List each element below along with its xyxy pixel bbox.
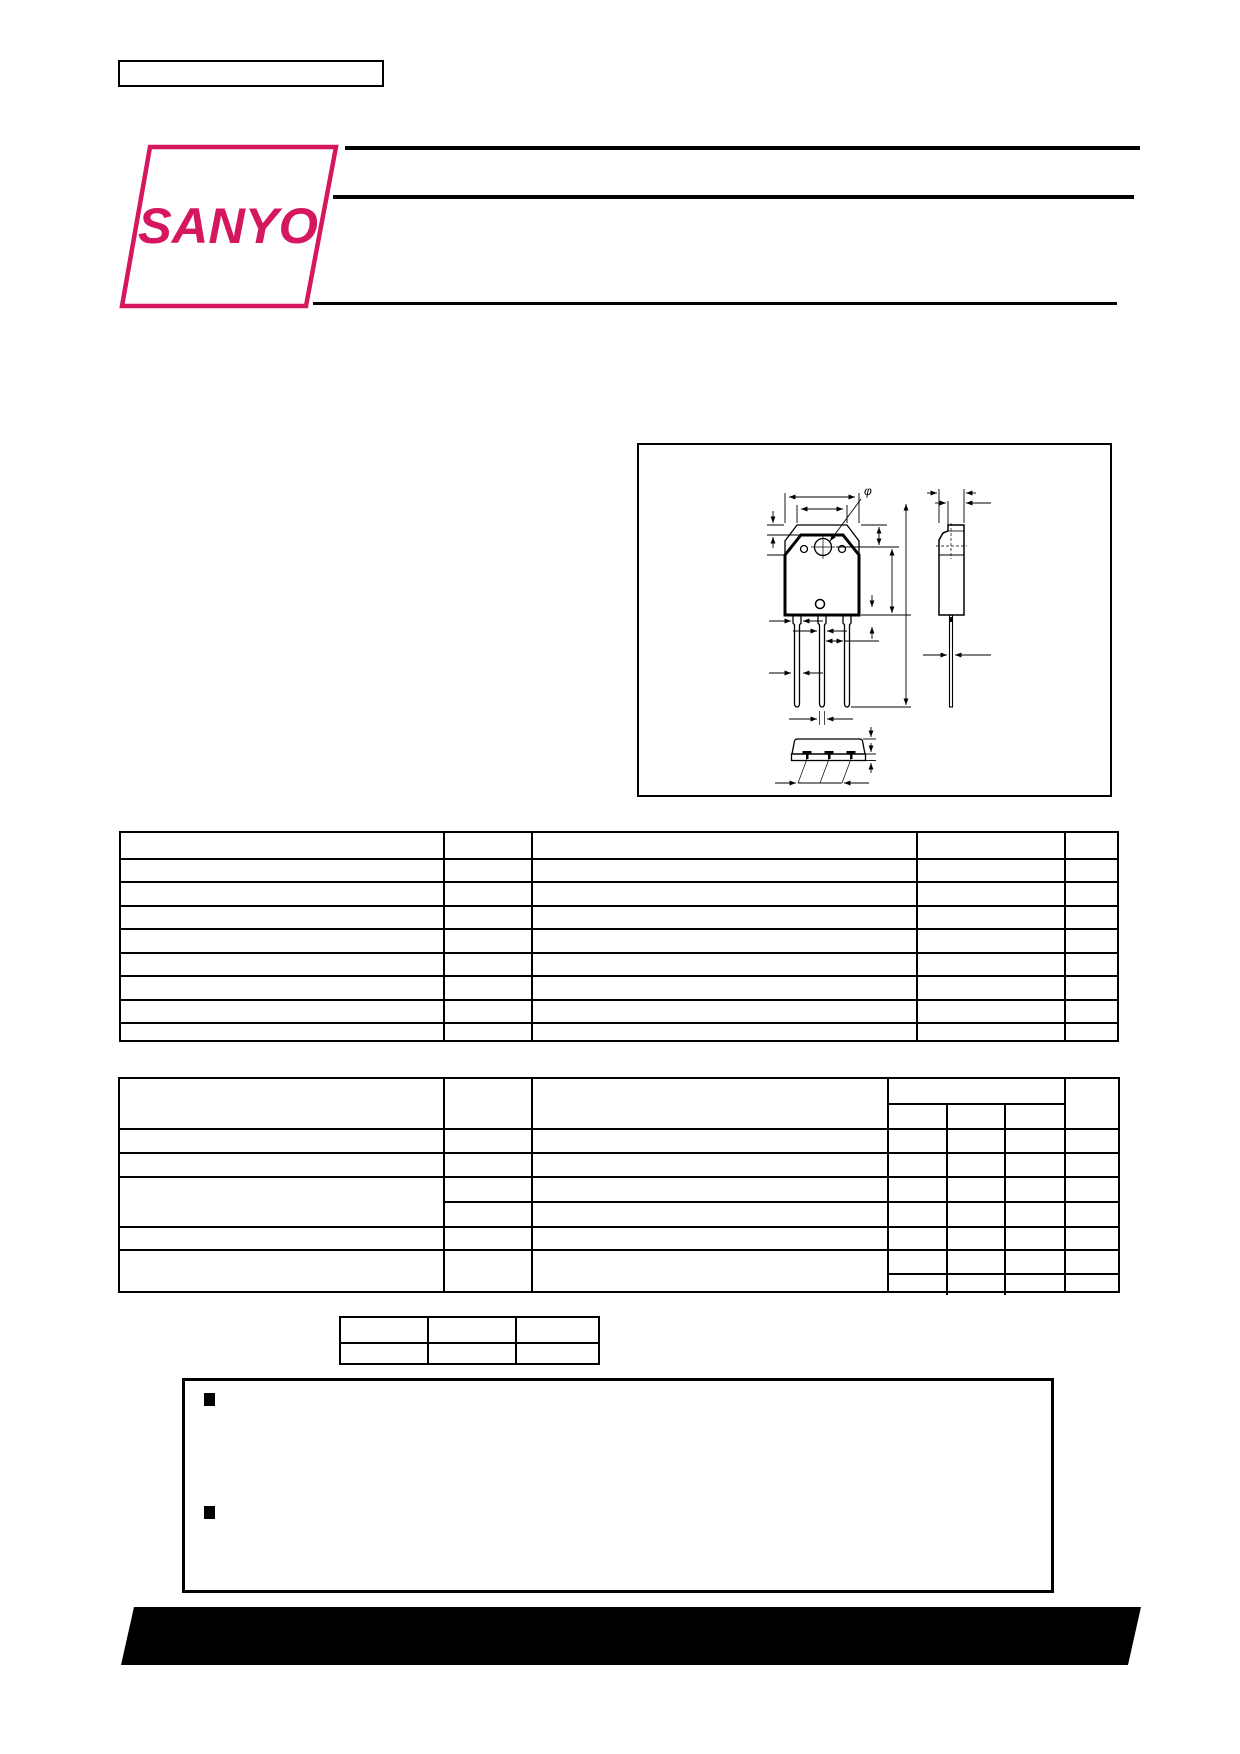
table-grid-line: [531, 1079, 533, 1291]
table-grid-line: [121, 999, 1117, 1001]
bottom-view-pins: [803, 751, 856, 759]
package-diagram-box: [637, 443, 1112, 797]
ordering-number-box: [118, 60, 384, 87]
sanyo-logo: [105, 140, 350, 312]
package-drawing: [639, 445, 1110, 795]
table-grid-line: [531, 833, 533, 1040]
characteristics-table: [118, 1077, 1120, 1293]
header-rule-2: [333, 195, 1134, 199]
notice-box: [182, 1378, 1054, 1593]
pin-3: [843, 615, 851, 707]
header-rule-3: [313, 302, 1117, 305]
table-grid-line: [120, 1249, 1118, 1251]
pin-2: [818, 615, 826, 707]
table-grid-line: [427, 1318, 429, 1363]
table-grid-line: [121, 975, 1117, 977]
index-mark: [816, 600, 825, 609]
side-view-outline: [939, 525, 964, 615]
phi-label: φ: [864, 484, 872, 498]
table-grid-line: [1004, 1103, 1006, 1295]
side-pin: [950, 615, 953, 707]
table-grid-line: [443, 1079, 445, 1291]
table-grid-line: [443, 833, 445, 1040]
table-grid-line: [121, 952, 1117, 954]
max-ratings-table: [119, 831, 1119, 1042]
table-grid-line: [120, 1176, 1118, 1178]
table-grid-line: [1064, 1079, 1066, 1291]
table-grid-line: [120, 1128, 1118, 1130]
table-grid-line: [887, 1273, 1118, 1275]
table-grid-line: [121, 881, 1117, 883]
table-grid-line: [515, 1318, 517, 1363]
table-grid-line: [946, 1103, 948, 1295]
table-grid-line: [341, 1342, 598, 1344]
table-grid-line: [121, 858, 1117, 860]
footer-bar: [121, 1607, 1141, 1665]
table-grid-line: [120, 1152, 1118, 1154]
tab-hole-right: [839, 546, 846, 553]
table-grid-line: [121, 928, 1117, 930]
logo-text: SANYO: [138, 198, 319, 254]
table-grid-line: [121, 1022, 1117, 1024]
table-grid-line: [887, 1103, 1066, 1105]
pin-1: [793, 615, 801, 707]
marking-table: [339, 1316, 600, 1365]
notice-bullet-2: [204, 1506, 215, 1519]
tab-hole-left: [801, 546, 808, 553]
table-grid-line: [121, 905, 1117, 907]
table-grid-line: [887, 1079, 889, 1291]
table-grid-line: [443, 1201, 1118, 1203]
table-grid-line: [120, 1226, 1118, 1228]
notice-bullet-1: [204, 1393, 215, 1406]
table-grid-line: [1064, 833, 1066, 1040]
header-rule-1: [345, 146, 1140, 150]
table-grid-line: [916, 833, 918, 1040]
